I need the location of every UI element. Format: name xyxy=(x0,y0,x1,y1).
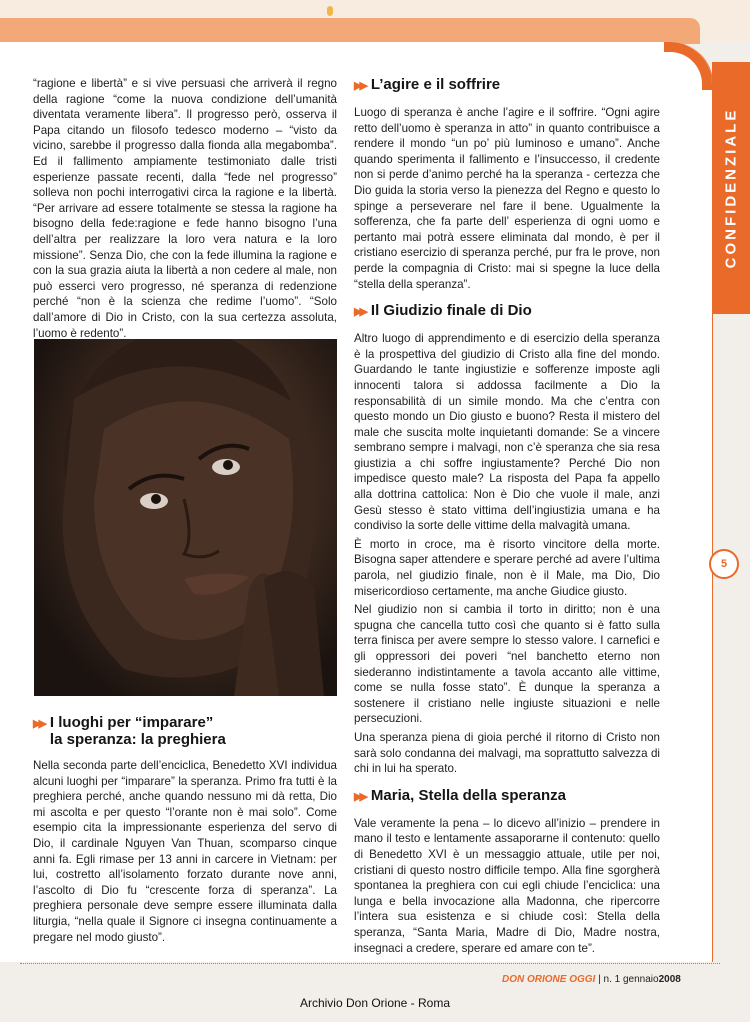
giudizio-paragraph-3: Nel giudizio non si cambia il torto in diritto; non è una spugna che cancella tutto così che quanto si è fatto sulla terra finisca per avere sempre lo stesso valore. I carnefici e gli oppressori dei poveri “nel banchetto eterno non siederanno indistintamente a tavola accanto alle vittime, come se nulla fosse stato”. È dunque la speranza a sostenere il cristiano nelle ingiuste situazioni e nelle persecuzioni. xyxy=(354,603,660,726)
page-footer xyxy=(502,974,681,985)
praying-man-illustration xyxy=(34,339,337,696)
double-arrow-icon: ▶▶ xyxy=(354,790,365,803)
giudizio-paragraph-1: Altro luogo di apprendimento e di esercizio della speranza è la prospettiva del giudizio di Cristo alla fine del mondo. Guardando le tante ingiustizie e sofferenze imposte agli innocenti talora si addossa facilmente a Dio la responsabilità di un simile mondo. Ma che c’entra con questo mondo un Dio giusto e buono? Resta il mistero del male che suscita molte inquietanti domande: Se a vincere sembrano sempre i malvagi, non c’è speranza che sia resa giustizia a chi soffre ingiustamente? Perché Dio non impedisce questo male? La risposta del Papa fa appello alla dottrina cattolica: Non è Dio che vuole il male, anzi Gesù stesso è stato vittima dell’ingiustizia umana e ha condiviso la sorte delle vittime della malvagità umana. xyxy=(354,332,660,533)
giudizio-paragraph-4: Una speranza piena di gioia perché il ritorno di Cristo non sarà solo condanna dei malvagi, ma soprattutto salvezza di chi in lui ha sperato. xyxy=(354,730,660,776)
left-column-top xyxy=(33,76,337,344)
double-arrow-icon: ▶▶ xyxy=(354,80,365,92)
luoghi-paragraph: Nella seconda parte dell’enciclica, Benedetto XVI individua alcuni luoghi per “imparare” la speranza. Primo fra tutti è la preghiera perché, anche quando nessuno mi dà retta, Dio mi ascolta e per questo “l’orante non è mai solo”. Come esempio cita la impressionante esperienza del servo di Dio, il cardinale Nguyen Van Thuan, scomparso cinque anni fa. Egli rimase per 13 anni in carcere in Vietnam: per lui, costretto all’isolamento forzato durante nove anni, l’ascolto di Dio fu “crescente forza di speranza”. La preghiera personale deve sempre essere illuminata dalla liturgia, “nella quale il Signore ci insegna continuamente a pregare nel modo giusto”. xyxy=(33,759,337,944)
footer-divider xyxy=(20,963,720,964)
footer-separator: | xyxy=(598,974,601,985)
section-heading-giudizio xyxy=(354,302,660,321)
magazine-name: DON ORIONE OGGI xyxy=(502,974,596,985)
maria-paragraph: Vale veramente la pena – lo dicevo all’inizio – prendere in mano il testo e lentamente assaporarne il contenuto: quello di Benedetto XVI è un messaggio attuale, utile per noi, cristiani di questo nostro difficile tempo. Alla fine sgorgherà spontanea la preghiera con cui egli chiude l’enciclica: una lunga e bella invocazione alla Madonna, che ripercorre l’intera sua esistenza e si chiude così: Stella della speranza, “Santa Maria, Madre di Dio, Madre nostra, insegnaci a credere, sperare ed amare con te”. xyxy=(354,816,660,955)
heading-text: Maria, Stella della speranza xyxy=(370,786,567,804)
agire-paragraph: Luogo di speranza è anche l’agire e il soffrire. “Ogni agire retto dell’uomo è speranza in atto” in quanto contribuisce a rendere il mondo “un po’ più luminoso e umano”. Anche quando sperimenta il fallimento e l’insuccesso, il credente non si perde d’animo perché ha la speranza - certezza che Dio guida la storia verso la pienezza del Regno e questo lo spinge a perseverare nel fare il bene. Ugualmente la sofferenza, che fa parte dell’ esperienza di ogni uomo e pertanto mai potrà essere eliminata dal mondo, è per il cristiano esercizio di speranza perché, pur fra le prove, non perde la compagnia di Cristo: mai si spegne la luce della “stella della speranza”. xyxy=(354,106,660,291)
page-number-badge: 5 xyxy=(709,549,739,579)
heading-text: L’agire e il soffrire xyxy=(370,76,501,93)
orange-strip xyxy=(0,18,700,44)
section-heading-luoghi xyxy=(33,714,337,748)
article-photo xyxy=(34,339,337,696)
issue-label: n. 1 gennaio xyxy=(603,974,659,985)
section-heading-maria xyxy=(354,787,660,806)
section-heading-agire xyxy=(354,76,660,95)
heading-line-1: I luoghi per “imparare” xyxy=(49,714,214,731)
side-tab-label: CONFIDENZIALE xyxy=(722,107,740,269)
corner-border xyxy=(664,42,712,90)
giudizio-paragraph-2: È morto in croce, ma è risorto vincitore della morte. Bisogna saper attendere e sperare perché ad avere l’ultima parola, nel giudizio finale, non è il Male, ma Dio, Dio misericordioso certamente, ma anche Giudice giusto. xyxy=(354,537,660,598)
heading-text xyxy=(50,714,226,748)
double-arrow-icon: ▶▶ xyxy=(33,718,44,730)
left-column-bottom xyxy=(33,714,337,948)
top-mark xyxy=(327,6,333,16)
heading-line-2: la speranza: la preghiera xyxy=(49,731,226,748)
right-column xyxy=(354,76,660,959)
heading-text: Il Giudizio finale di Dio xyxy=(370,302,532,320)
archive-caption: Archivio Don Orione - Roma xyxy=(299,996,451,1010)
section-side-tab xyxy=(712,62,750,314)
intro-paragraph: “ragione e libertà” e si vive persuasi che arriverà il regno della ragione “come la nuova condizione dell’umanità diventata veramente libera”. Il progresso però, osserva il Papa citando un filosofo tedesco moderno – “visto da vicino, sarebbe il progresso dalla fionda alla megabomba”. Ed il fallimento ampiamente testimoniato dalle tristi esperienze passate recenti, dalla “fede nel progresso” solleva non pochi interrogativi circa la ragione e la libertà. “Per arrivare ad essere totalmente se stessa la ragione ha bisogno della fede:ragione e fede hanno bisogno l’una dell’altra per realizzare la loro vera natura e la loro missione”. Senza Dio, che con la fede illumina la ragione e con la sua grazia aiuta la libertà a non cedere al male, non può esserci vero progresso, né speranza di redenzione perché “non è la scienza che redime l’uomo”. “Solo dall’amore di Dio in Cristo, con la sua certezza assoluta, l’uomo è redento”. xyxy=(33,77,337,340)
issue-year: 2008 xyxy=(658,974,681,985)
double-arrow-icon: ▶▶ xyxy=(354,306,365,319)
